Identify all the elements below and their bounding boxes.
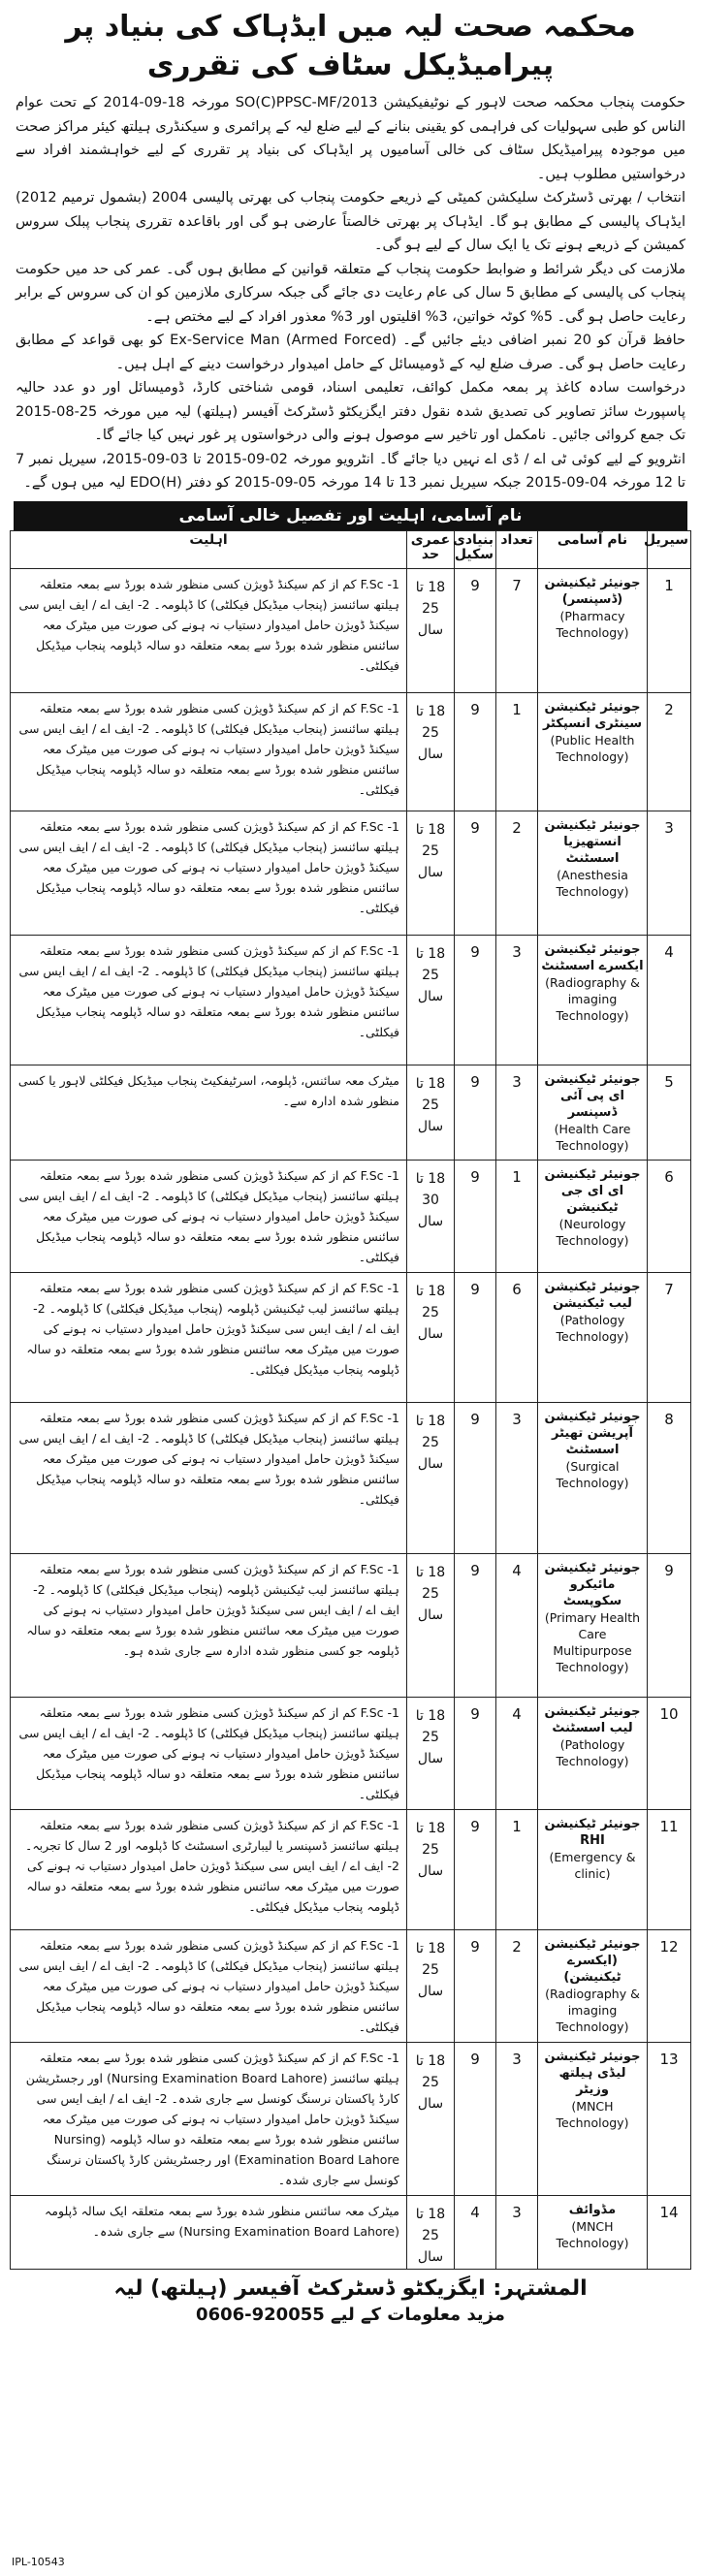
cell-count: 1	[496, 692, 538, 811]
cell-serial: 14	[648, 2195, 691, 2269]
age-max: 25 سال	[417, 1729, 444, 1766]
cell-post-name	[538, 811, 648, 935]
cell-age	[407, 935, 455, 1065]
cell-scale: 9	[455, 1065, 496, 1160]
cell-count: 3	[496, 2195, 538, 2269]
cell-qualification: 1- F.Sc کم از کم سیکنڈ ڈویژن کسی منظور شدہ بورڈ سے بمعہ متعلقہ ہیلتھ سائنسز (پنجاب میڈیکل فیکلٹی) کا ڈپلومہ۔ 2- ایف اے / ایف ایس سی سیکنڈ ڈویژن حامل امیدوار دستیاب نہ ہونے کی صورت میں میٹرک معہ سائنس منظور شدہ بورڈ سے بمعہ متعلقہ دو سالہ ڈپلومہ پنجاب میڈیکل فیکلٹی۔	[11, 935, 407, 1065]
age-max: 25 سال	[417, 1304, 444, 1342]
cell-scale: 9	[455, 935, 496, 1065]
section-title: نام آسامی، اہلیت اور تفصیل خالی آسامی	[14, 501, 687, 530]
post-name-english: (Radiography & imaging Technology)	[545, 1986, 640, 2034]
age-min: 18 تا	[415, 2052, 446, 2069]
post-name-english: (Public Health Technology)	[550, 732, 635, 764]
cell-scale: 9	[455, 2042, 496, 2195]
post-name-english: (Neurology Technology)	[556, 1216, 629, 1248]
age-max: 25 سال	[417, 2227, 444, 2265]
age-min: 18 تا	[415, 1707, 446, 1724]
table-row	[11, 1553, 691, 1697]
post-name-urdu: جونیئر ٹیکنیشن لیڈی ہیلتھ وزیٹر	[544, 2049, 641, 2097]
post-name-urdu: جونیئر ٹیکنیشن انستھیزیا اسسٹنٹ	[544, 817, 641, 866]
cell-age	[407, 568, 455, 692]
age-min: 18 تا	[415, 703, 446, 719]
cell-serial: 11	[648, 1809, 691, 1929]
intro-paragraph: انتخاب / بھرتی ڈسٹرکٹ سلیکشن کمیٹی کے ذریعے حکومت پنجاب کی بھرتی پالیسی 2004 (بشمول ترمیم 2012) ایڈہاک پالیسی کے مطابق ہو گا۔ ایڈہاک پر بھرتی خالصتاً عارضی ہو گی اور باقاعدہ تقرری پنجاب پبلک سروس کمیشن کے ذریعے ہونے تک یا ایک سال کے لیے ہو گی۔	[16, 190, 685, 253]
table-row	[11, 1697, 691, 1809]
cell-serial: 10	[648, 1697, 691, 1809]
age-min: 18 تا	[415, 2206, 446, 2222]
age-min: 18 تا	[415, 1170, 446, 1187]
cell-scale: 9	[455, 1809, 496, 1929]
table-row	[11, 1272, 691, 1402]
cell-scale: 9	[455, 811, 496, 935]
cell-post-name	[538, 1160, 648, 1272]
posts-table	[10, 530, 691, 2270]
cell-scale: 4	[455, 2195, 496, 2269]
post-name-english: (Primary Health Care Multipurpose Technology)	[544, 1609, 641, 1674]
table-row	[11, 935, 691, 1065]
header-scale: بنیادی سکیل	[455, 530, 496, 568]
post-name-urdu: جونیئر ٹیکنیشن مائیکرو سکوپسٹ	[544, 1560, 641, 1608]
cell-post-name	[538, 2042, 648, 2195]
cell-scale: 9	[455, 1697, 496, 1809]
age-min: 18 تا	[415, 1564, 446, 1580]
cell-post-name	[538, 1065, 648, 1160]
table-row	[11, 692, 691, 811]
age-max: 25 سال	[417, 1097, 444, 1134]
cell-count: 1	[496, 1160, 538, 1272]
age-max: 25 سال	[417, 1961, 444, 1999]
age-max: 25 سال	[417, 1585, 444, 1623]
cell-age	[407, 1697, 455, 1809]
cell-post-name	[538, 1553, 648, 1697]
cell-qualification: میٹرک معہ سائنس، ڈپلومہ، اسرٹیفکیٹ پنجاب میڈیکل فیکلٹی لاہور یا کسی منظور شدہ ادارہ سے۔	[11, 1065, 407, 1160]
age-max: 25 سال	[417, 1841, 444, 1879]
cell-qualification: 1- F.Sc کم از کم سیکنڈ ڈویژن کسی منظور شدہ بورڈ سے بمعہ متعلقہ ہیلتھ سائنسز (Nursing Examination Board Lahore) اور رجسٹریشن کارڈ پاکستان نرسنگ کونسل سے جاری شدہ۔ 2- ایف اے / ایف ایس سی سیکنڈ ڈویژن حامل امیدوار دستیاب نہ ہونے کی صورت میں میٹرک معہ سائنس منظور شدہ بورڈ سے بمعہ متعلقہ دو سالہ ڈپلومہ (Nursing Examination Board Lahore) اور رجسٹریشن کارڈ پاکستان نرسنگ کونسل سے جاری شدہ۔	[11, 2042, 407, 2195]
post-name-english: (Pharmacy Technology)	[556, 608, 629, 640]
cell-age	[407, 811, 455, 935]
contact-line	[10, 2303, 691, 2328]
cell-qualification: میٹرک معہ سائنس منظور شدہ بورڈ سے بمعہ متعلقہ ایک سالہ ڈپلومہ (Nursing Examination Board Lahore) سے جاری شدہ۔	[11, 2195, 407, 2269]
cell-scale: 9	[455, 1553, 496, 1697]
cell-scale: 9	[455, 1402, 496, 1553]
cell-count: 3	[496, 935, 538, 1065]
age-max: 25 سال	[417, 724, 444, 762]
cell-post-name	[538, 1272, 648, 1402]
cell-serial: 7	[648, 1272, 691, 1402]
cell-age	[407, 1929, 455, 2042]
cell-scale: 9	[455, 568, 496, 692]
table-row	[11, 1160, 691, 1272]
post-name-english: (Health Care Technology)	[554, 1121, 631, 1153]
cell-qualification: 1- F.Sc کم از کم سیکنڈ ڈویژن کسی منظور شدہ بورڈ سے بمعہ متعلقہ ہیلتھ سائنسز (پنجاب میڈیکل فیکلٹی) کا ڈپلومہ۔ 2- ایف اے / ایف ایس سی سیکنڈ ڈویژن حامل امیدوار دستیاب نہ ہونے کی صورت میں میٹرک معہ سائنس منظور شدہ بورڈ سے بمعہ متعلقہ دو سالہ ڈپلومہ پنجاب میڈیکل فیکلٹی۔	[11, 568, 407, 692]
cell-scale: 9	[455, 1272, 496, 1402]
age-max: 25 سال	[417, 600, 444, 638]
age-max: 25 سال	[417, 1434, 444, 1472]
header-qualification: اہلیت	[11, 530, 407, 568]
post-name-urdu: جونیئر ٹیکنیشن آپریشن تھیٹر اسسٹنٹ	[544, 1409, 641, 1457]
header-age: عمری حد	[407, 530, 455, 568]
cell-qualification: 1- F.Sc کم از کم سیکنڈ ڈویژن کسی منظور شدہ بورڈ سے بمعہ متعلقہ ہیلتھ سائنسز (پنجاب میڈیکل فیکلٹی) کا ڈپلومہ۔ 2- ایف اے / ایف ایس سی سیکنڈ ڈویژن حامل امیدوار دستیاب نہ ہونے کی صورت میں میٹرک معہ سائنس منظور شدہ بورڈ سے بمعہ متعلقہ دو سالہ ڈپلومہ پنجاب میڈیکل فیکلٹی۔	[11, 692, 407, 811]
page-title: محکمہ صحت لیہ میں ایڈہاک کی بنیاد پر پیرامیڈیکل سٹاف کی تقرری	[65, 10, 636, 82]
cell-serial: 12	[648, 1929, 691, 2042]
age-max: 25 سال	[417, 2074, 444, 2112]
cell-age	[407, 1272, 455, 1402]
post-name-english: (Surgical Technology)	[556, 1458, 629, 1490]
ad-code: IPL-10543	[12, 2556, 65, 2568]
post-name-urdu: جونیئر ٹیکنیشن (ڈسپنسر)	[544, 575, 641, 607]
cell-count: 3	[496, 1402, 538, 1553]
cell-age	[407, 1065, 455, 1160]
cell-qualification: 1- F.Sc کم از کم سیکنڈ ڈویژن کسی منظور شدہ بورڈ سے بمعہ متعلقہ ہیلتھ سائنسز لیب ٹیکنیشن ڈپلومہ (پنجاب میڈیکل فیکلٹی) کا ڈپلومہ۔ 2- ایف اے / ایف ایس سی سیکنڈ ڈویژن حامل امیدوار دستیاب نہ ہونے کی صورت میں میٹرک معہ سائنس منظور شدہ بورڈ سے بمعہ متعلقہ دو سالہ ڈپلومہ جو کسی منظور شدہ ادارہ سے جاری شدہ ہو۔	[11, 1553, 407, 1697]
cell-age	[407, 1809, 455, 1929]
post-name-english: (Radiography & imaging Technology)	[545, 974, 640, 1023]
post-name-english: (Pathology Technology)	[556, 1312, 629, 1344]
intro-paragraph: انٹرویو کے لیے کوئی ٹی اے / ڈی اے نہیں دیا جائے گا۔ انٹرویو مورخہ 02-09-2015 تا 03-09-2015، سیریل نمبر 7 تا 12 مورخہ 04-09-2015 جبکہ سیریل نمبر 13 تا 14 مورخہ 05-09-2015 کو دفتر EDO(H) لیہ میں ہوں گے۔	[16, 451, 686, 491]
age-min: 18 تا	[415, 1413, 446, 1429]
post-name-english: (Pathology Technology)	[556, 1736, 629, 1768]
cell-scale: 9	[455, 1929, 496, 2042]
table-row	[11, 811, 691, 935]
age-min: 18 تا	[415, 1075, 446, 1092]
cell-count: 4	[496, 1553, 538, 1697]
cell-serial: 13	[648, 2042, 691, 2195]
cell-age	[407, 2042, 455, 2195]
cell-scale: 9	[455, 692, 496, 811]
table-row	[11, 2042, 691, 2195]
cell-scale: 9	[455, 1160, 496, 1272]
cell-post-name	[538, 1697, 648, 1809]
cell-post-name	[538, 1929, 648, 2042]
cell-count: 7	[496, 568, 538, 692]
cell-post-name	[538, 1402, 648, 1553]
post-name-urdu: جونیئر ٹیکنیشن ای پی آئی ڈسپنسر	[544, 1071, 641, 1120]
intro-text	[16, 91, 685, 495]
cell-count: 1	[496, 1809, 538, 1929]
intro-paragraph: ملازمت کی دیگر شرائط و ضوابط حکومت پنجاب کے متعلقہ قوانین کے مطابق ہوں گی۔ عمر کی حد میں حکومت پنجاب کی پالیسی کے مطابق 5 سال کی عام رعایت دی جائے گی جبکہ سرکاری ملازمین کو ان کی سروس کے برابر رعایت حاصل ہو گی۔ 5% کوٹہ خواتین، 3% اقلیتوں اور 3% معذور افراد کے لیے مختص ہے۔	[16, 261, 685, 325]
post-name-urdu: جونیئر ٹیکنیشن ایکسرے اسسٹنٹ	[541, 941, 644, 973]
table-body	[11, 568, 691, 2269]
post-name-english: (Anesthesia Technology)	[556, 867, 629, 899]
age-min: 18 تا	[415, 821, 446, 838]
table-row	[11, 1065, 691, 1160]
cell-serial: 1	[648, 568, 691, 692]
intro-paragraph: درخواست سادہ کاغذ پر بمعہ مکمل کوائف، تعلیمی اسناد، قومی شناختی کارڈ، ڈومیسائل اور دو عدد حالیہ پاسپورٹ سائز تصاویر کی تصدیق شدہ نقول دفتر ایگزیکٹو ڈسٹرکٹ آفیسر (ہیلتھ) لیہ میں مورخہ 25-08-2015 تک جمع کروائی جائیں۔ نامکمل اور تاخیر سے موصول ہونے والی درخواستوں پر غور نہیں کیا جائے گا۔	[16, 380, 685, 443]
cell-count: 6	[496, 1272, 538, 1402]
cell-post-name	[538, 2195, 648, 2269]
phone-number: 0606-920055	[196, 2304, 325, 2325]
age-min: 18 تا	[415, 579, 446, 595]
cell-serial: 5	[648, 1065, 691, 1160]
header-name: نام آسامی	[538, 530, 648, 568]
cell-age	[407, 1402, 455, 1553]
age-max: 25 سال	[417, 967, 444, 1004]
cell-qualification: 1- F.Sc کم از کم سیکنڈ ڈویژن کسی منظور شدہ بورڈ سے بمعہ متعلقہ ہیلتھ سائنسز (پنجاب میڈیکل فیکلٹی) کا ڈپلومہ۔ 2- ایف اے / ایف ایس سی سیکنڈ ڈویژن حامل امیدوار دستیاب نہ ہونے کی صورت میں میٹرک معہ سائنس منظور شدہ بورڈ سے بمعہ متعلقہ دو سالہ ڈپلومہ پنجاب میڈیکل فیکلٹی۔	[11, 1929, 407, 2042]
cell-serial: 2	[648, 692, 691, 811]
cell-qualification: 1- F.Sc کم از کم سیکنڈ ڈویژن کسی منظور شدہ بورڈ سے بمعہ متعلقہ ہیلتھ سائنسز (پنجاب میڈیکل فیکلٹی) کا ڈپلومہ۔ 2- ایف اے / ایف ایس سی سیکنڈ ڈویژن حامل امیدوار دستیاب نہ ہونے کی صورت میں میٹرک معہ سائنس منظور شدہ بورڈ سے بمعہ متعلقہ دو سالہ ڈپلومہ پنجاب میڈیکل فیکلٹی۔	[11, 811, 407, 935]
age-max: 30 سال	[417, 1192, 444, 1229]
cell-serial: 8	[648, 1402, 691, 1553]
cell-post-name	[538, 935, 648, 1065]
cell-post-name	[538, 1809, 648, 1929]
cell-count: 2	[496, 811, 538, 935]
intro-paragraph: حافظ قرآن کو 20 نمبر اضافی دیئے جائیں گے۔ Ex-Service Man (Armed Forced) کو بھی قواعد کے مطابق رعایت حاصل ہو گی۔ صرف ضلع لیہ کے ڈومیسائل کے حامل امیدوار درخواست دینے کے اہل ہیں۔	[16, 333, 685, 372]
cell-count: 3	[496, 1065, 538, 1160]
cell-age	[407, 1160, 455, 1272]
cell-serial: 4	[648, 935, 691, 1065]
age-min: 18 تا	[415, 945, 446, 962]
cell-serial: 3	[648, 811, 691, 935]
cell-post-name	[538, 568, 648, 692]
age-min: 18 تا	[415, 1283, 446, 1299]
cell-post-name	[538, 692, 648, 811]
cell-qualification: 1- F.Sc کم از کم سیکنڈ ڈویژن کسی منظور شدہ بورڈ سے بمعہ متعلقہ ہیلتھ سائنسز (پنجاب میڈیکل فیکلٹی) کا ڈپلومہ۔ 2- ایف اے / ایف ایس سی سیکنڈ ڈویژن حامل امیدوار دستیاب نہ ہونے کی صورت میں میٹرک معہ سائنس منظور شدہ بورڈ سے بمعہ متعلقہ دو سالہ ڈپلومہ پنجاب میڈیکل فیکلٹی۔	[11, 1697, 407, 1809]
cell-qualification: 1- F.Sc کم از کم سیکنڈ ڈویژن کسی منظور شدہ بورڈ سے بمعہ متعلقہ ہیلتھ سائنسز لیب ٹیکنیشن ڈپلومہ (پنجاب میڈیکل فیکلٹی) کا ڈپلومہ۔ 2- ایف اے / ایف ایس سی سیکنڈ ڈویژن حامل امیدوار دستیاب نہ ہونے کی صورت میں میٹرک معہ سائنس منظور شدہ بورڈ سے بمعہ متعلقہ دو سالہ ڈپلومہ پنجاب میڈیکل فیکلٹی۔	[11, 1272, 407, 1402]
table-row	[11, 2195, 691, 2269]
table-row	[11, 568, 691, 692]
post-name-english: (MNCH Technology)	[556, 2098, 629, 2130]
intro-paragraph: حکومت پنجاب محکمہ صحت لاہور کے نوٹیفیکیشن SO(C)PPSC-MF/2013 مورخہ 18-09-2014 کے تحت عوام الناس کو طبی سہولیات کی فراہمی کو یقینی بنانے کے لیے ضلع لیہ کے پرائمری و سیکنڈری ہیلتھ کیئر مراکز صحت میں موجودہ پیرامیڈیکل سٹاف کی خالی آسامیوں پر ایڈہاک کی بنیاد پر تقرری کے لیے خواہشمند افراد سے درخواستیں مطلوب ہیں۔	[16, 95, 686, 182]
advertiser-name: المشتہر: ایگزیکٹو ڈسٹرکٹ آفیسر (ہیلتھ) لیہ	[113, 2275, 588, 2301]
cell-serial: 9	[648, 1553, 691, 1697]
footer	[10, 2275, 691, 2328]
post-name-urdu: جونیئر ٹیکنیشن لیب ٹیکنیشن	[544, 1279, 641, 1311]
age-min: 18 تا	[415, 1820, 446, 1836]
cell-count: 3	[496, 2042, 538, 2195]
info-label: مزید معلومات کے لیے	[331, 2304, 505, 2325]
cell-qualification: 1- F.Sc کم از کم سیکنڈ ڈویژن کسی منظور شدہ بورڈ سے بمعہ متعلقہ ہیلتھ سائنسز (پنجاب میڈیکل فیکلٹی) کا ڈپلومہ۔ 2- ایف اے / ایف ایس سی سیکنڈ ڈویژن حامل امیدوار دستیاب نہ ہونے کی صورت میں میٹرک معہ سائنس منظور شدہ بورڈ سے بمعہ متعلقہ دو سالہ ڈپلومہ پنجاب میڈیکل فیکلٹی۔	[11, 1160, 407, 1272]
table-header-row	[11, 530, 691, 568]
age-min: 18 تا	[415, 1940, 446, 1956]
table-row	[11, 1929, 691, 2042]
post-name-urdu: جونیئر ٹیکنیشن RHI	[544, 1816, 641, 1848]
cell-qualification: 1- F.Sc کم از کم سیکنڈ ڈویژن کسی منظور شدہ بورڈ سے بمعہ متعلقہ ہیلتھ سائنسز ڈسپنسر یا لیبارٹری اسسٹنٹ کا ڈپلومہ اور 2 سال کا تجربہ۔ 2- ایف اے / ایف ایس سی سیکنڈ ڈویژن حامل امیدوار دستیاب نہ ہونے کی صورت میں میٹرک معہ سائنس منظور شدہ بورڈ سے بمعہ متعلقہ دو سالہ ڈپلومہ پنجاب میڈیکل فیکلٹی۔	[11, 1809, 407, 1929]
cell-count: 2	[496, 1929, 538, 2042]
post-name-urdu: جونیئر ٹیکنیشن سینٹری انسپکٹر	[542, 699, 643, 731]
post-name-urdu: جونیئر ٹیکنیشن ای ای جی ٹیکنیشن	[544, 1166, 641, 1215]
cell-serial: 6	[648, 1160, 691, 1272]
cell-count: 4	[496, 1697, 538, 1809]
post-name-urdu: جونیئر ٹیکنیشن لیب اسسٹنٹ	[544, 1703, 641, 1735]
cell-age	[407, 692, 455, 811]
age-max: 25 سال	[417, 843, 444, 880]
cell-qualification: 1- F.Sc کم از کم سیکنڈ ڈویژن کسی منظور شدہ بورڈ سے بمعہ متعلقہ ہیلتھ سائنسز (پنجاب میڈیکل فیکلٹی) کا ڈپلومہ۔ 2- ایف اے / ایف ایس سی سیکنڈ ڈویژن حامل امیدوار دستیاب نہ ہونے کی صورت میں میٹرک معہ سائنس منظور شدہ بورڈ سے بمعہ متعلقہ دو سالہ ڈپلومہ پنجاب میڈیکل فیکلٹی۔	[11, 1402, 407, 1553]
header-count: تعداد	[496, 530, 538, 568]
cell-age	[407, 2195, 455, 2269]
post-name-urdu: جونیئر ٹیکنیشن (ایکسرے ٹیکنیشن)	[544, 1936, 641, 1985]
post-name-urdu: مڈوائف	[568, 2202, 617, 2217]
cell-age	[407, 1553, 455, 1697]
post-name-english: (MNCH Technology)	[556, 2218, 629, 2250]
header-serial: سیریل	[648, 530, 691, 568]
table-row	[11, 1402, 691, 1553]
post-name-english: (Emergency & clinic)	[549, 1849, 636, 1881]
table-row	[11, 1809, 691, 1929]
